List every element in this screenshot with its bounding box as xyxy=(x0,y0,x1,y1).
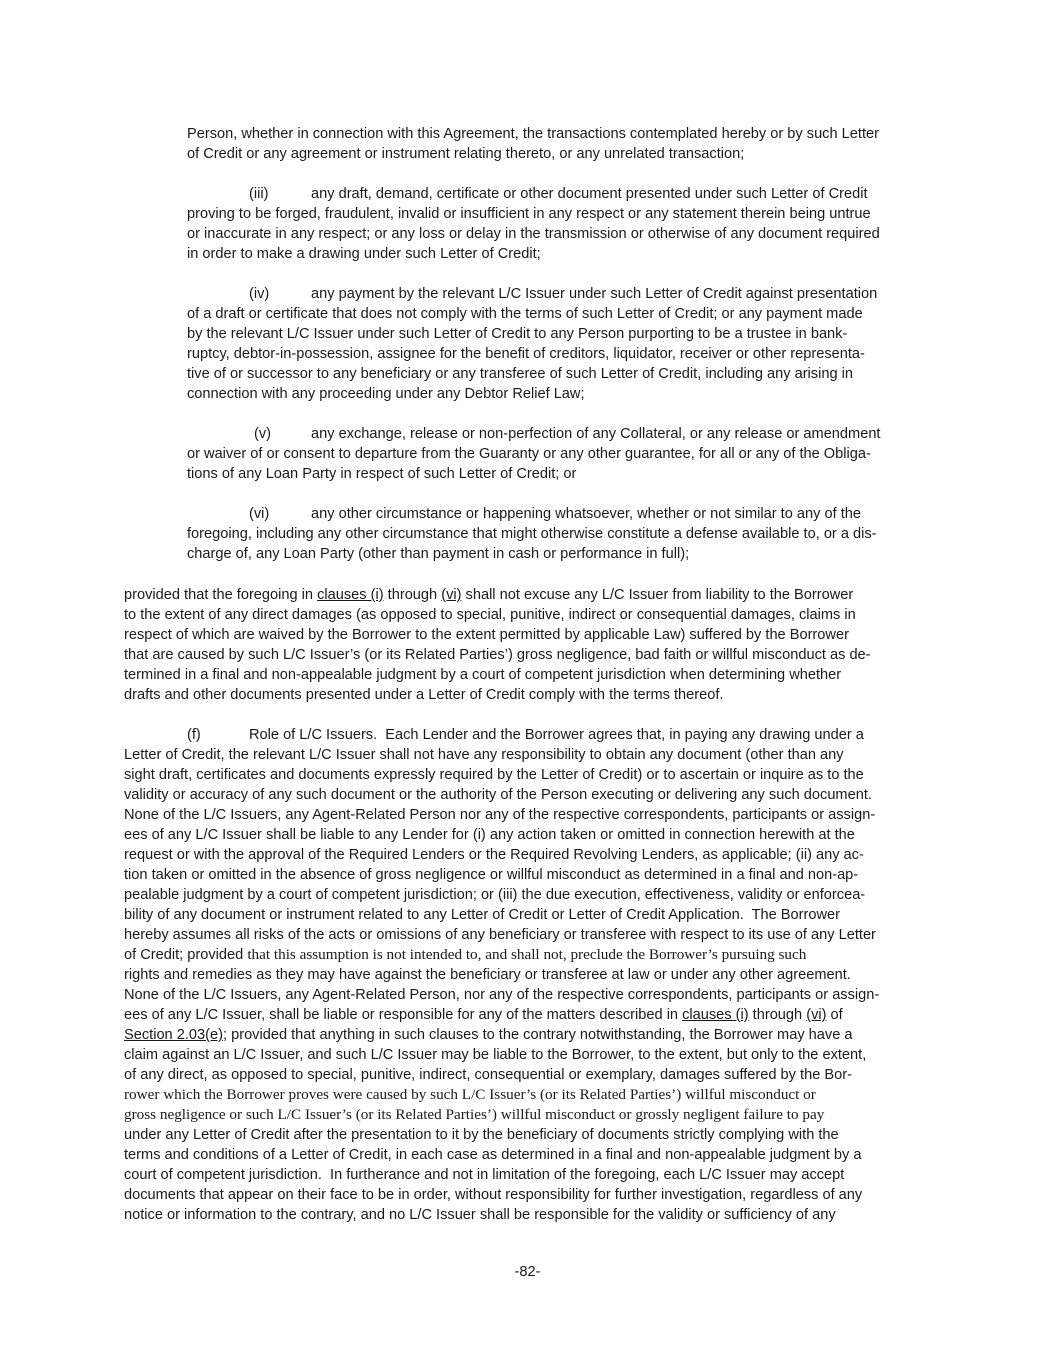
text-line xyxy=(311,184,868,204)
text-run: any exchange, release or non-perfection of any Collateral, or any release or amendment xyxy=(311,426,881,442)
text-line xyxy=(124,1185,862,1205)
text-line xyxy=(124,1025,853,1045)
text-run: of xyxy=(826,1007,843,1023)
clause-number xyxy=(249,284,269,304)
page-number: -82- xyxy=(514,1264,541,1280)
text-run: request or with the approval of the Required Lenders or the Required Revolving Lenders, as applicable; (ii) any ac- xyxy=(124,847,864,863)
text-line xyxy=(124,745,844,765)
text-run: None of the L/C Issuers, any Agent-Related Person nor any of the respective correspondents, participants or assign- xyxy=(124,807,876,823)
text-run: any draft, demand, certificate or other document presented under such Letter of Credit xyxy=(311,186,868,202)
text-run: of a draft or certificate that does not comply with the terms of such Letter of Credit; or any payment made xyxy=(187,306,863,322)
text-run: that are caused by such L/C Issuer’s (or its Related Parties’) gross negligence, bad faith or willful misconduct as de- xyxy=(124,647,871,663)
text-run: through xyxy=(748,1007,807,1023)
text-line xyxy=(187,384,585,404)
text-run: connection with any proceeding under any Debtor Relief Law; xyxy=(187,386,585,402)
text-line xyxy=(124,1165,844,1185)
text-line xyxy=(124,805,875,825)
text-line xyxy=(124,1145,861,1165)
text-line xyxy=(124,585,853,605)
cross-reference: (vi) xyxy=(806,1007,827,1023)
text-run: Role of L/C Issuers. Each Lender and the Borrower agrees that, in paying any drawing under a xyxy=(249,727,864,743)
text-line xyxy=(124,965,851,985)
text-run: Person, whether in connection with this Agreement, the transactions contemplated hereby or by such Letter xyxy=(187,126,879,142)
text-line xyxy=(187,324,847,344)
text-run: pealable judgment by a court of competent jurisdiction; or (iii) the due execution, effectiveness, validity or enforcea- xyxy=(124,887,866,903)
text-line xyxy=(124,1205,836,1225)
cross-reference: Section 2.03(e) xyxy=(124,1027,223,1043)
text-run: of Credit; provided xyxy=(124,947,248,963)
text-line xyxy=(124,1105,824,1125)
text-run: rights and remedies as they may have against the beneficiary or transferee at law or under any other agreement. xyxy=(124,967,851,983)
text-line xyxy=(124,1125,839,1145)
text-run: any other circumstance or happening whatsoever, whether or not similar to any of the xyxy=(311,506,861,522)
text-run: tion taken or omitted in the absence of gross negligence or willful misconduct as determined in a final and non-ap- xyxy=(124,867,859,883)
text-run: under any Letter of Credit after the presentation to it by the beneficiary of documents strictly complying with the xyxy=(124,1127,839,1143)
text-run: proving to be forged, fraudulent, invalid or insufficient in any respect or any statement therein being untrue xyxy=(187,206,871,222)
text-run: respect of which are waived by the Borrower to the extent permitted by applicable Law) suffered by the Borrower xyxy=(124,627,849,643)
text-line xyxy=(311,504,861,524)
text-line xyxy=(124,765,864,785)
text-run: terms and conditions of a Letter of Credit, in each case as determined in a final and non-appealable judgment by a xyxy=(124,1147,862,1163)
text-line xyxy=(187,544,689,564)
text-run: court of competent jurisdiction. In furtherance and not in limitation of the foregoing, each L/C Issuer may accept xyxy=(124,1167,845,1183)
text-line xyxy=(187,444,871,464)
text-run: (v) xyxy=(254,426,272,442)
text-line xyxy=(187,204,871,224)
text-run: drafts and other documents presented under a Letter of Credit comply with the terms thereof. xyxy=(124,687,724,703)
text-line xyxy=(187,144,744,164)
clause-number xyxy=(249,504,269,524)
text-line xyxy=(249,725,864,745)
text-run: None of the L/C Issuers, any Agent-Related Person, nor any of the respective correspondents, participants or assign- xyxy=(124,987,880,1003)
text-line xyxy=(311,424,880,444)
text-line xyxy=(124,685,723,705)
text-run: provided that the foregoing in xyxy=(124,587,318,603)
text-run: ; provided that anything in such clauses to the contrary notwithstanding, the Borrower may have a xyxy=(222,1027,853,1043)
text-line xyxy=(124,845,864,865)
text-run: ees of any L/C Issuer shall be liable to any Lender for (i) any action taken or omitted in connection herewith at the xyxy=(124,827,855,843)
text-run: or waiver of or consent to departure from the Guaranty or any other guarantee, for all or any of the Obliga- xyxy=(187,446,871,462)
text-run: termined in a final and non-appealable judgment by a court of competent jurisdiction when determining whether xyxy=(124,667,842,683)
text-line xyxy=(124,865,858,885)
text-line xyxy=(311,284,877,304)
section-number xyxy=(187,725,201,745)
text-run: sight draft, certificates and documents expressly required by the Letter of Credit) or to ascertain or inquire as to the xyxy=(124,767,864,783)
text-run: (f) xyxy=(187,727,201,743)
text-line xyxy=(124,925,876,945)
text-line xyxy=(124,665,841,685)
text-run: or inaccurate in any respect; or any loss or delay in the transmission or otherwise of any document required xyxy=(187,226,880,242)
text-line xyxy=(124,625,849,645)
clause-number xyxy=(254,424,271,444)
text-line xyxy=(124,645,871,665)
text-run: any payment by the relevant L/C Issuer under such Letter of Credit against presentation xyxy=(311,286,878,302)
text-line xyxy=(124,825,855,845)
text-run: validity or accuracy of any such document or the authority of the Person executing or delivering any such document. xyxy=(124,787,872,803)
text-run: of any direct, as opposed to special, punitive, indirect, consequential or exemplary, damages suffered by the Bor- xyxy=(124,1067,852,1083)
cross-reference: clauses (i) xyxy=(317,587,384,603)
text-run: ees of any L/C Issuer, shall be liable or responsible for any of the matters described in xyxy=(124,1007,683,1023)
text-run: notice or information to the contrary, and no L/C Issuer shall be responsible for the validity or sufficiency of any xyxy=(124,1207,836,1223)
text-run: to the extent of any direct damages (as opposed to special, punitive, indirect or consequential damages, claims in xyxy=(124,607,856,623)
text-run: (iv) xyxy=(249,286,270,302)
clause-number xyxy=(249,184,268,204)
cross-reference: clauses (i) xyxy=(682,1007,749,1023)
text-line xyxy=(124,1045,866,1065)
text-line xyxy=(124,1005,843,1025)
text-line xyxy=(187,244,541,264)
text-line xyxy=(124,785,872,805)
text-line xyxy=(187,524,877,544)
text-run: that this assumption is not intended to, and shall not, preclude the Borrower’s pursuing such xyxy=(247,946,807,963)
text-line xyxy=(187,464,576,484)
text-line xyxy=(187,304,863,324)
text-line xyxy=(124,905,840,925)
text-line xyxy=(124,945,806,965)
text-run: rower which the Borrower proves were caused by such L/C Issuer’s (or its Related Parties’) willful misconduct or xyxy=(124,1086,816,1103)
text-run: by the relevant L/C Issuer under such Letter of Credit to any Person purporting to be a trustee in bank- xyxy=(187,326,848,342)
text-line xyxy=(187,344,865,364)
text-line xyxy=(187,364,853,384)
text-run: (vi) xyxy=(249,506,270,522)
text-run: Letter of Credit, the relevant L/C Issuer shall not have any responsibility to obtain any document (other than any xyxy=(124,747,844,763)
text-run: through xyxy=(383,587,442,603)
text-run: in order to make a drawing under such Letter of Credit; xyxy=(187,246,541,262)
cross-reference: (vi) xyxy=(441,587,462,603)
text-run: bility of any document or instrument related to any Letter of Credit or Letter of Credit Application. The Borrower xyxy=(124,907,840,923)
text-run: gross negligence or such L/C Issuer’s (or its Related Parties’) willful misconduct or grossly negligent failure to pay xyxy=(124,1106,825,1123)
text-run: charge of, any Loan Party (other than payment in cash or performance in full); xyxy=(187,546,690,562)
text-run: foregoing, including any other circumstance that might otherwise constitute a defense available to, or a dis- xyxy=(187,526,877,542)
text-line xyxy=(124,885,865,905)
text-run: tive of or successor to any beneficiary or any transferee of such Letter of Credit, including any arising in xyxy=(187,366,853,382)
text-line xyxy=(124,1085,816,1105)
text-line xyxy=(124,985,879,1005)
text-run: of Credit or any agreement or instrument relating thereto, or any unrelated transaction; xyxy=(187,146,745,162)
text-run: shall not excuse any L/C Issuer from liability to the Borrower xyxy=(461,587,854,603)
text-run: documents that appear on their face to be in order, without responsibility for further investigation, regardless of any xyxy=(124,1187,863,1203)
text-line xyxy=(187,124,879,144)
text-run: claim against an L/C Issuer, and such L/C Issuer may be liable to the Borrower, to the extent, but only to the extent, xyxy=(124,1047,867,1063)
text-run: (iii) xyxy=(249,186,269,202)
text-line xyxy=(124,605,856,625)
text-run: hereby assumes all risks of the acts or omissions of any beneficiary or transferee with respect to its use of any Letter xyxy=(124,927,876,943)
text-line xyxy=(124,1065,852,1085)
text-run: ruptcy, debtor-in-possession, assignee for the benefit of creditors, liquidator, receiver or other representa- xyxy=(187,346,865,362)
text-run: tions of any Loan Party in respect of such Letter of Credit; or xyxy=(187,466,577,482)
text-line xyxy=(187,224,880,244)
